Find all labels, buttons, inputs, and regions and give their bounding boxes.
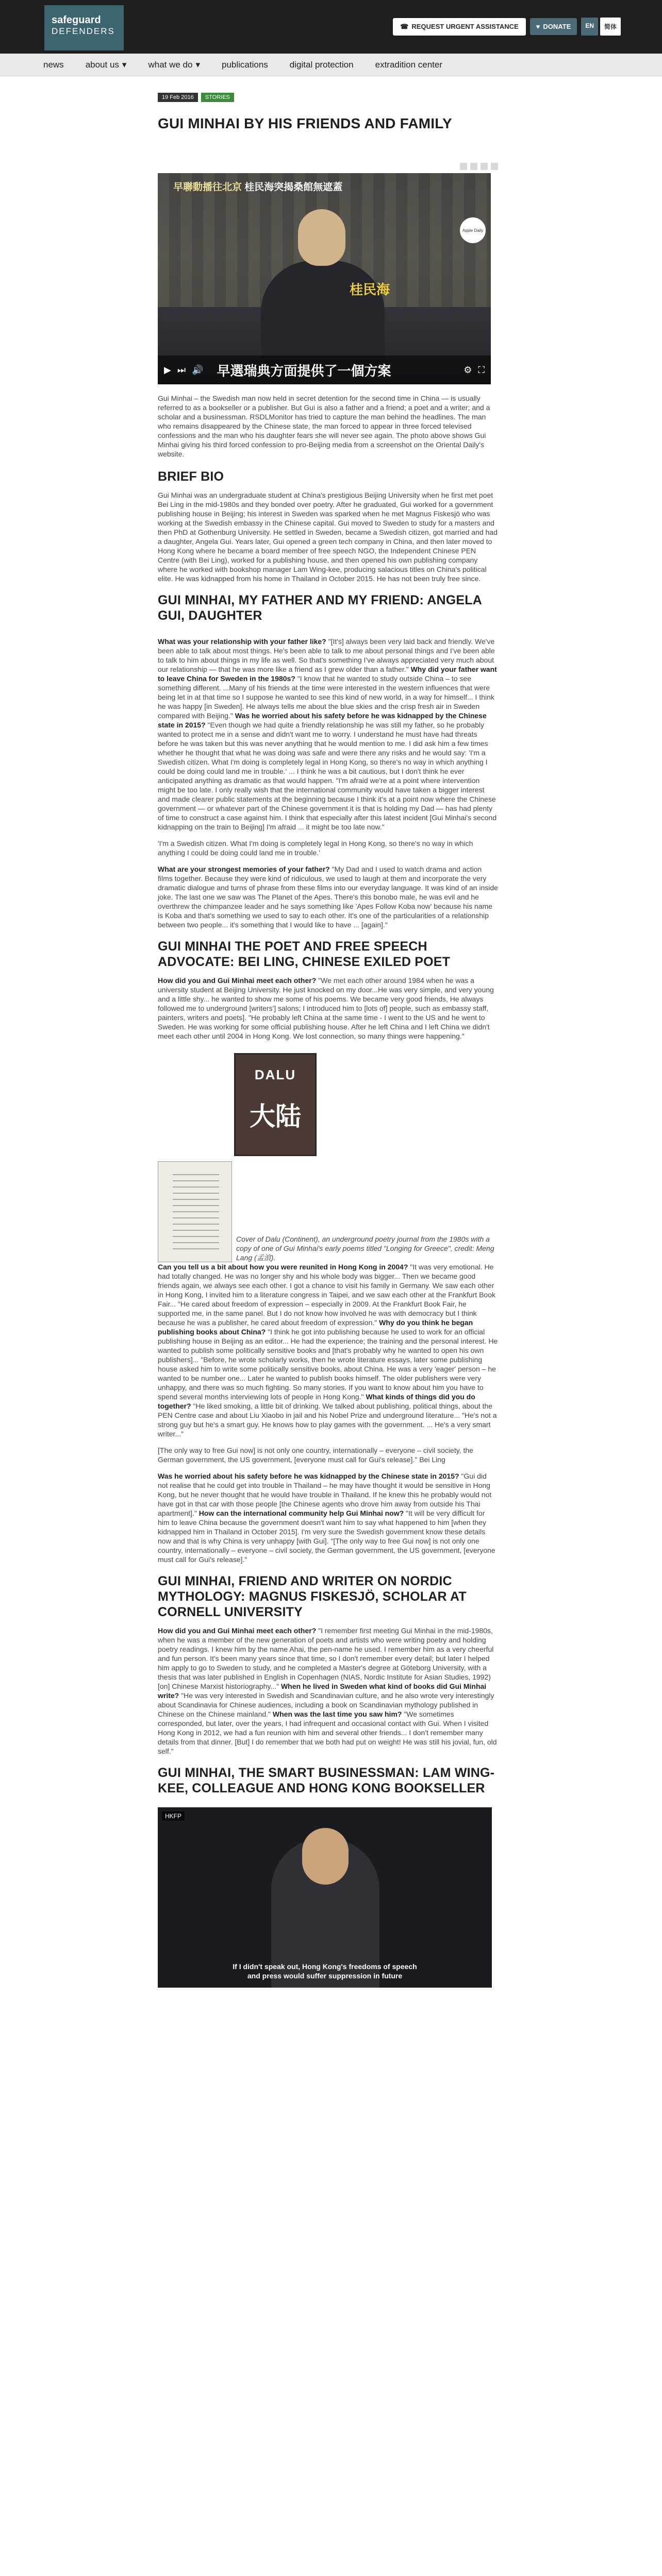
angela-quote: 'I'm a Swedish citizen. What I'm doing is completely legal in Hong Kong, so there's no way in which anything I could be doing could land me in trouble.' — [158, 839, 473, 857]
beiling-a6: "It will be very difficult for him to leave China because the government doesn't want him to say what happened to him [when they kidnapped him in Thailand in October 2015]. I'm very sure the Swedish government know these details now and that is why China is very unhappy [with Gui]. "[The only way to free Gui now] is not only one country, internationally – everyone – civil society, the German government, the US government, [everyone must call for Gui's release]." — [158, 1509, 495, 1564]
nav-extradition-label: extradition center — [375, 59, 443, 70]
angela-a4: "My Dad and I used to watch drama and action films together. Because they were kind of ridiculous, we used to laugh at them and incorporate the very dramatic dialogue and turns of phrase from these films into our everyday language. It was kind of an inside joke. The last one we saw was The Planet of the Apes. There's this bonobo male, he was evil and he overthrew the chimpanzee leader and he says something like 'Apes Follow Koba now' because his name is Koba and that's something we used to say to each other. It's one of the particularities of a relationship between two people... it's something that I would like to have ... [again]." — [158, 865, 498, 929]
article-date: 19 Feb 2016 — [158, 93, 198, 102]
dalu-figure-row — [158, 1053, 498, 1156]
beiling-intro — [158, 976, 498, 1048]
video-caption-bottom: 早選瑞典方面提供了一個方案 — [217, 363, 391, 379]
magnus-q2: When he lived in Sweden what kind of books did Gui Minhai write? — [158, 1682, 487, 1700]
bottom-video-head — [302, 1828, 349, 1885]
logo-line1: safeguard — [52, 14, 101, 26]
subtitle-line-1: If I didn't speak out, Hong Kong's freedoms of speech — [233, 1962, 417, 1971]
video-controls — [158, 355, 491, 384]
beiling-q5-block — [158, 1471, 498, 1564]
angela-heading: GUI MINHAI, MY FATHER AND MY FRIEND: ANGELA GUI, DAUGHTER — [158, 593, 482, 623]
journal-image — [158, 1161, 232, 1262]
beiling-heading: GUI MINHAI THE POET AND FREE SPEECH ADVOCATE: BEI LING, CHINESE EXILED POET — [158, 939, 451, 969]
photo-caption: Gui Minhai – the Swedish man now held in secret detention for the second time in China — is usually referred to as a bookseller or a publisher. But Gui is also a father and a friend; a poet and a writer; and a scholar and a businessman. RSDLMonitor has tried to capture the man behind the headlines. The man who remains disappeared by the Chinese state, the man forced to appear in three forced televised confessions and the man who his daughter fears she will never see again. The photo above shows Gui Minhai giving his third forced confession to pro-Beijing media from a screenshot on the Oriental Daily's website. — [158, 394, 490, 458]
nav-news-label: news — [43, 59, 64, 70]
settings-icon[interactable]: ⚙ — [464, 364, 472, 375]
beiling-q2-block — [158, 1262, 498, 1438]
volume-icon[interactable]: 🔊 — [192, 364, 204, 375]
video-caption-top-a: 早聯動播往北京 — [173, 182, 242, 193]
dalu-image — [234, 1053, 317, 1156]
video-person-head — [298, 209, 345, 266]
magnus-block — [158, 1626, 498, 1756]
page-title: GUI MINHAI BY HIS FRIENDS AND FAMILY — [158, 115, 452, 131]
nav-news[interactable] — [43, 60, 64, 70]
nav-what-label: what we do — [148, 59, 193, 70]
angela-a2: "I know that he wanted to study outside China – to see something different. ...Many of his friends at the time were interested in the western influences that were being let in at that time so I suppose he wanted to see this kind of new world, in a way for himself... I think he was happy [in Sweden]. He always tells me about the blue skies and the crisp fresh air in Sweden compared with Beijing." — [158, 674, 494, 720]
magnus-a2: "He was very interested in Swedish and Scandinavian culture, and he also wrote very interestingly about Scandinavia for Chinese audiences, including a book on Scandinavian mythology published in Chinese on the Chinese mainland." — [158, 1691, 494, 1718]
twitter-icon[interactable] — [470, 163, 477, 170]
angela-a1: "[It's] always been very laid back and friendly. We've been able to talk about most things. He's been able to talk to me about personal things and I've been able to talk to him about things in my life as well. So that's something I've always appreciated very much about our relationship — that he was more like a friend as I grew older than a father." — [158, 637, 495, 673]
beiling-q2: Can you tell us a bit about how you were reunited in Hong Kong in 2004? — [158, 1263, 408, 1271]
chevron-down-icon: ▾ — [195, 59, 201, 70]
lang-zh[interactable]: 简体 — [600, 18, 621, 36]
beiling-a4: "He liked smoking, a little bit of drinking. We talked about publishing, political things, about the PEN Centre case and about Liu Xiaobo in jail and his Nobel Prize and underground literature... "He's not a strong guy but he's a smart guy. He knows how to play games with the government. ... He's a very smart writer..." — [158, 1402, 497, 1438]
lam-heading: GUI MINHAI, THE SMART BUSINESSMAN: LAM WING-KEE, COLLEAGUE AND HONG KONG BOOKSELLER — [158, 1766, 495, 1795]
angela-a3: "Even though we had quite a friendly relationship he was still my father, so he probably wanted to protect me in a sense and didn't want me to worry. I understand he must have had threats before he was taken but this was never anything that he would mention to me. I did ask him a few times whether he thought that what he was doing was safe and were there any risks and he would say: 'I'm a Swedish citizen. What I'm doing is completely legal in Hong Kong, so there's no way in which anything I could be doing could land me in trouble.' ... I think he was a bit cautious, but I don't think he ever anticipated anything as dramatic as that would happen. "I'm afraid we're at a point where intervention might be too late. I only really wish that the international community would have taken a bigger interest and made clearer public statements at the beginning because I think it's at a point now where the Chinese government — or whatever part of the Chinese government it is that is holding my Dad — has had plenty of time to construct a case against him. I think that especially after this latest incident [Gui Minhai's second kidnapping on the train to Beijing] I'm afraid ... it might be too late now." — [158, 721, 497, 831]
main-nav — [0, 54, 662, 76]
email-icon[interactable] — [481, 163, 488, 170]
fullscreen-icon[interactable]: ⛶ — [478, 364, 485, 375]
request-assistance-button[interactable] — [393, 18, 526, 36]
nav-extradition-center[interactable] — [375, 60, 442, 70]
subtitle-line-2: and press would suffer suppression in future — [247, 1972, 403, 1980]
donate-button[interactable] — [530, 18, 577, 35]
beiling-a1: "We met each other around 1984 when he was a university student at Beijing University. He just knocked on my door...He was very simple, and very young and a little shy... he wanted to show me some of his poems. We became very good friends, He always followed me to underground [writers'] salons; I introduced him to [lots of] people, such as embassy staff, painters, writers and poets]. "He probably left China at the same time - I went to the US and he went to Sweden. He was working for some official publishing house. After he left China and I left China we didn't meet each other until 2004 in Hong Kong. We lost connection, so many things were happening." — [158, 976, 494, 1040]
beiling-q5: Was he worried about his safety before he was kidnapped by the Chinese state in 2015? — [158, 1472, 459, 1480]
logo-line2: DEFENDERS — [52, 26, 115, 36]
bottom-video[interactable] — [158, 1807, 492, 1988]
angela-q4: What are your strongest memories of your father? — [158, 865, 330, 873]
heart-icon: ♥ — [536, 23, 540, 30]
magnus-q1: How did you and Gui Minhai meet each other? — [158, 1626, 317, 1635]
magnus-a3: "We sometimes corresponded, but later, over the years, I had infrequent and occasional contact with Gui. When I visited Hong Kong in 2012, we had a fun reunion with him and several other friends... I don't remember many details from that dinner. [But] I do remember that we both had put on weight! He was still his jovial, fun, old self." — [158, 1710, 497, 1755]
nav-digital-protection[interactable] — [290, 60, 354, 70]
bio-heading: BRIEF BIO — [158, 469, 224, 484]
beiling-q3: Why do you think he began publishing books about China? — [158, 1318, 473, 1336]
angela-q2: Why did your father want to leave China for Sweden in the 1980s? — [158, 665, 497, 683]
print-icon[interactable] — [491, 163, 498, 170]
request-assistance-label: REQUEST URGENT ASSISTANCE — [411, 23, 519, 30]
top-video[interactable] — [158, 173, 491, 384]
journal-caption: Cover of Dalu (Continent), an underground poetry journal from the 1980s with a copy of one of Gui Minhai's early poems titled "Longing for Greece", credit: Meng Lang (孟浪). — [236, 1235, 494, 1262]
header-actions — [393, 18, 621, 36]
share-row — [158, 163, 498, 170]
magnus-a1: "I remember first meeting Gui Minhai in the mid-1980s, when he was a member of the new generation of poets and artists who were writing poetry and holding poetry readings. I knew him by the name Ahai, the pen-name he used. I remember him as a very cheerful and fun person. It's been many years since that time, so I don't remember every detail; but later I helped him apply to go to Sweden to study, and he completed a Master's degree at Göteborg University, with a thesis that was later published in English in Copenhagen (NIAS, Nordic Institute for Asian Studies, 1992) [on] Chinese Marxist historiography..." — [158, 1626, 494, 1690]
video-source-tag: HKFP — [162, 1811, 185, 1821]
angela-q3: Was he worried about his safety before he was kidnapped by the Chinese state in 2015? — [158, 711, 487, 729]
language-switcher — [581, 18, 621, 36]
site-logo[interactable] — [44, 5, 124, 50]
beiling-a3: "I think he got into publishing because he used to work for an official publishing house in Beijing as an editor... He had the experience; the training and the personal interest. He wanted to publish some politically sensitive books and [that's probably why he wanted to open his own publishers]... "Before, he wrote scholarly works, then he wrote literature essays, later some publishing house asked him to write some politically sensitive books, about China. He was a very 'eager' person – he wanted to be number one... Later he wanted to publish books himself. The older publishers were very unhappy, and there was so much fighting. So many stories. If you want to know about him you have to spend several months interviewing lots of people in Hong Kong." — [158, 1328, 498, 1401]
angela-q4-block — [158, 865, 498, 929]
video-caption-top — [173, 179, 342, 193]
bottom-video-subtitle — [158, 1962, 492, 1980]
dalu-latin: DALU — [254, 1067, 296, 1082]
angela-q1: What was your relationship with your father like? — [158, 637, 326, 646]
video-caption-top-b: 桂民海突揭桑館無遮蓋 — [244, 182, 343, 193]
magnus-heading: GUI MINHAI, FRIEND AND WRITER ON NORDIC MYTHOLOGY: MAGNUS FISKESJÖ, SCHOLAR AT CORNELL UNIVERSITY — [158, 1574, 467, 1619]
beiling-q4: What kinds of things did you do together? — [158, 1393, 475, 1410]
journal-text-lines — [173, 1174, 219, 1251]
nav-publications[interactable] — [222, 60, 268, 70]
video-name-caption: 桂民海 — [350, 282, 390, 297]
beiling-q1: How did you and Gui Minhai meet each other? — [158, 976, 317, 985]
site-header — [0, 0, 662, 54]
phone-icon: ☎ — [400, 22, 409, 30]
beiling-a2: "It was very emotional. He had totally changed. He was no longer shy and his whole body was bigger... Then we became good friends again, we always see each other. I got a chance to visit his family in Germany. We saw each other in Hong Kong, I invited him to a literature congress in Taipei, and we saw each other at the Frankfurt Book Fair... "He cared about freedom of expression – especially in 2009. At the Frankfurt Book Fair, he supported me, in the same panel. But I do not know how involved he was with democracy but I think because he was a publisher, he cared about freedom of expression." — [158, 1263, 495, 1327]
chevron-down-icon: ▾ — [122, 59, 127, 70]
beiling-q6: How can the international community help Gui Minhai now? — [198, 1509, 404, 1517]
facebook-icon[interactable] — [460, 163, 467, 170]
nav-publications-label: publications — [222, 59, 268, 70]
magnus-q3: When was the last time you saw him? — [272, 1710, 402, 1718]
video-channel-logo: Apple Daily — [460, 217, 486, 243]
article-tag[interactable]: STORIES — [201, 93, 234, 102]
nav-digital-label: digital protection — [289, 59, 354, 70]
angela-q1-block — [158, 637, 498, 832]
article — [158, 93, 498, 1988]
nav-what-we-do[interactable] — [148, 60, 200, 70]
article-meta — [158, 93, 498, 102]
nav-about-label: about us — [85, 59, 119, 70]
next-icon[interactable]: ⏭ — [177, 364, 186, 375]
play-icon[interactable]: ▶ — [164, 364, 171, 375]
lang-en[interactable]: EN — [581, 18, 598, 36]
beiling-quote: [The only way to free Gui now] is not only one country, internationally – everyone – civil society, the German government, the US government, [everyone must call for Gui's release]." Bei Ling — [158, 1446, 473, 1464]
nav-about-us[interactable] — [86, 60, 127, 70]
donate-label: DONATE — [543, 23, 571, 30]
bio-text: Gui Minhai was an undergraduate student at China's prestigious Beijing University when he first met poet Bei Ling in the mid-1980s and they bonded over poetry. After he graduated, Gui worked for a government publishing house in Beijing; his interest in Sweden was sparked when he met Magnus Fiskesjö who was working at the Swedish embassy in the Chinese capital. Gui moved to Sweden to study for a masters and then PhD at Gothenburg University. He settled in Sweden, became a Swedish citizen, got married and had a daughter, Angela Gui. Years later, Gui opened a green tech company in China, and then later moved to Hong Kong where he became a board member of free speech NGO, the Independent Chinese PEN Centre (with Bei Ling), worked for a publishing house, and then opened his own publishing company where he worked with bookshop manager Lam Wing-kee, producing salacious titles on China's political elite. He was kidnapped from his home in Thailand in October 2015. He has not been truly free since. — [158, 491, 498, 583]
beiling-q1-block — [158, 976, 498, 1041]
dalu-chinese: 大陆 — [250, 1102, 301, 1131]
beiling-a5: "Gui did not realise that he could get into trouble in Thailand – he may have thought it would be sensitive in Hong Kong, but he never thought that he would have trouble in Thailand. If he knew this he probably would not have got in that car with those people [the Chinese agents who drove him away from outside his Thai apartment]." — [158, 1472, 492, 1517]
journal-figure — [158, 1161, 498, 1262]
